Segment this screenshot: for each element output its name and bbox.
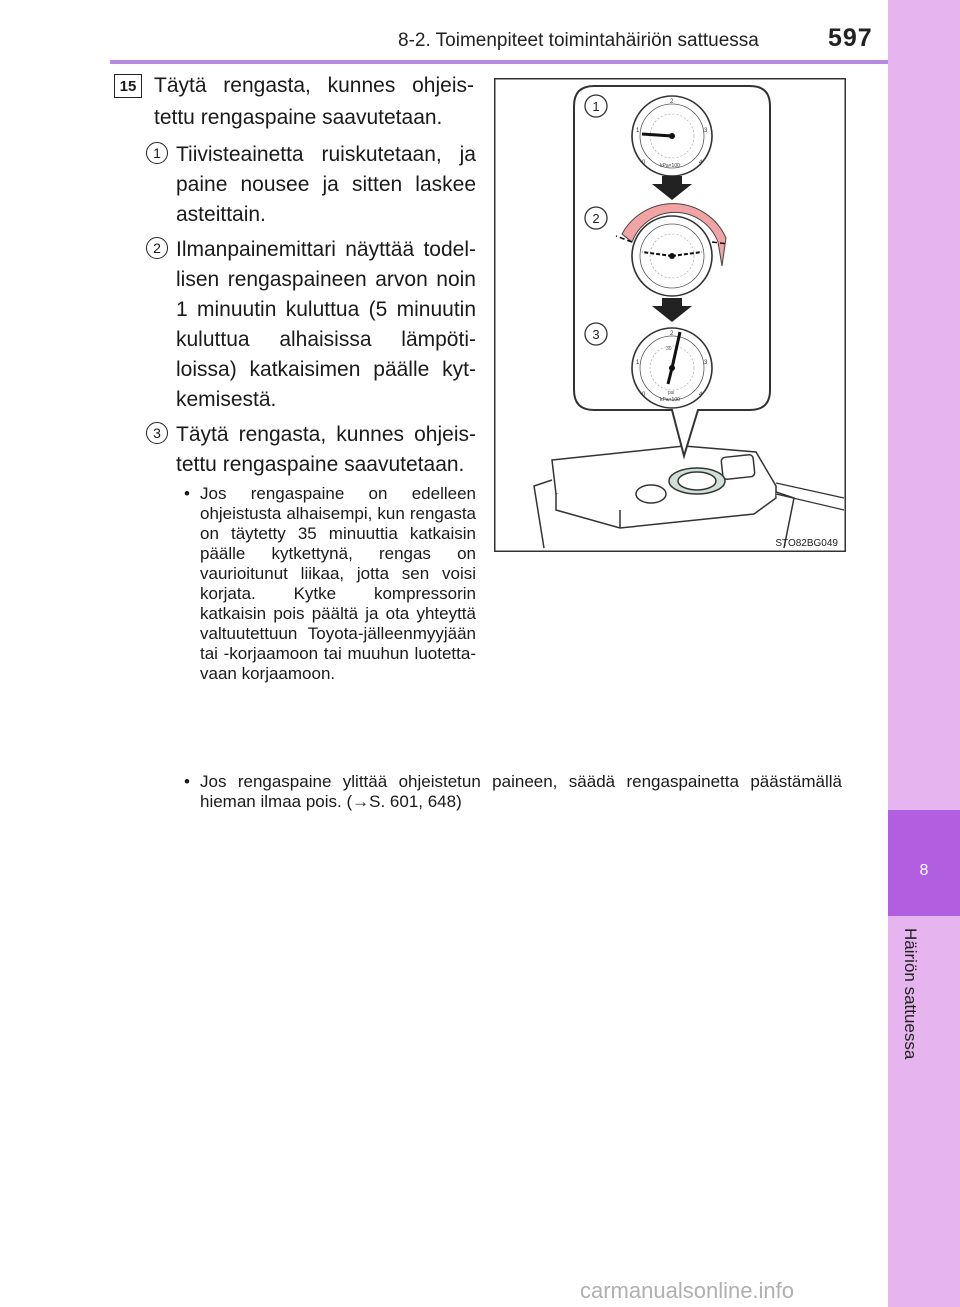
gauge-tick-label: 1: [636, 128, 640, 134]
substep-number: 3: [146, 422, 168, 444]
gauge-tick-label: 2: [670, 331, 674, 337]
gauge-inner-label: 30: [666, 346, 672, 352]
gauge-tick-label: 1: [636, 360, 640, 366]
pressure-gauge-low: [632, 96, 712, 176]
figure-code: STO82BG049: [775, 538, 838, 549]
gauge-tick-label: 2: [670, 99, 674, 105]
svg-text:2: 2: [592, 211, 600, 226]
gauge-tick-label: 3: [704, 360, 708, 366]
substep-text: Täytä rengasta, kunnes ohjeistettu rengaspaine saavutetaan.: [176, 423, 476, 476]
substep-text: Ilmanpainemittari näyttää todellisen rengaspaineen arvon noin 1 minuutin kuluttua (5 minuutin kuluttua alhaisissa lämpötiloissa) katkaisimen päälle kytkemisestä.: [176, 238, 476, 411]
pressure-gauge-target: [632, 328, 712, 408]
substep-1: [146, 140, 476, 230]
gauge-tick-label: 4: [699, 160, 703, 166]
section-title: 8-2. Toimenpiteet toimintahäiriön sattuessa: [398, 30, 759, 51]
chapter-number: 8: [919, 862, 929, 879]
step-number-badge: 15: [114, 74, 142, 98]
gauge-unit-label: kPa×100: [660, 397, 680, 403]
page-number: 597: [828, 24, 873, 52]
step-instruction: Täytä rengasta, kunnes ohjeistettu rengaspaine saavutetaan.: [154, 74, 474, 129]
svg-text:1: 1: [592, 99, 600, 114]
gauge-tick-label: 4: [699, 392, 703, 398]
figure-callout-2: [585, 207, 607, 229]
figure-callout-1: [585, 95, 607, 117]
svg-text:3: 3: [592, 327, 600, 342]
gauge-unit-label: kPa×100: [660, 163, 680, 169]
substep-2: [146, 235, 476, 415]
substep-number: 2: [146, 237, 168, 259]
chapter-sidebar: [888, 0, 960, 1307]
gauge-tick-label: 0: [642, 160, 646, 166]
header-divider: [110, 60, 888, 64]
note-bullet-1: • Jos rengaspaine on edelleen ohjeistusta alhaisempi, kun rengasta on täytetty 35 minuuttia katkaisin päälle kytkettynä, rengas on vaurioitunut liikaa, jotta sen voisi korjata. Kytke kompressorin katkaisin pois päältä ja ota yhteyttä valtuutettuun Toyota-jälleenmyyjään tai -korjaamoon tai muuhun luotettavaan korjaamoon.: [180, 484, 476, 684]
note-bullet-2: • Jos rengaspaine ylittää ohjeistetun paineen, säädä rengaspainetta päästämällä hieman ilmaa pois. (→S. 601, 648): [180, 772, 842, 812]
gauge-tick-label: 0: [642, 392, 646, 398]
figure-callout-3: [585, 323, 607, 345]
substep-number: 1: [146, 142, 168, 164]
gauge-tick-label: 3: [704, 128, 708, 134]
gauge-inner-unit: psi: [668, 390, 675, 396]
chapter-label: Häiriön sattuessa: [901, 928, 920, 1060]
substep-3: [146, 420, 476, 480]
site-watermark: carmanualsonline.info: [580, 1278, 795, 1303]
gauge-needle: [642, 134, 672, 136]
substep-text: Tiivisteainetta ruiskutetaan, ja paine nousee ja sitten laskee asteittain.: [176, 143, 476, 226]
compressor-gauge-illustration: [494, 78, 846, 552]
